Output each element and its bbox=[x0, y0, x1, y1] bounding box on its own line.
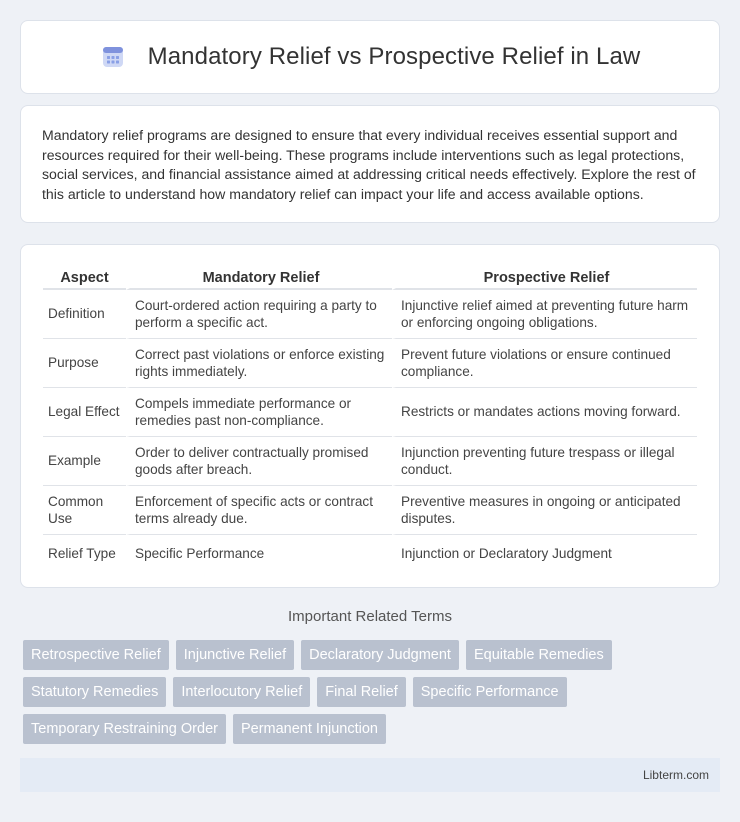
header-aspect: Aspect bbox=[43, 267, 126, 290]
cell-aspect: Common Use bbox=[43, 486, 126, 535]
footer-site-link[interactable]: Libterm.com bbox=[642, 768, 709, 782]
comparison-table bbox=[43, 267, 697, 573]
intro-paragraph: Mandatory relief programs are designed to ensure that every individual receives essential support and resources required for their well-being. These programs include interventions such as legal protections, social services, and financial assistance aimed at addressing critical needs effectively. Explore the rest of this article to understand how mandatory relief can impact your life and access available options. bbox=[42, 127, 696, 202]
table-row bbox=[43, 486, 697, 535]
tag-statutory-remedies[interactable]: Statutory Remedies bbox=[23, 677, 166, 707]
cell-aspect: Definition bbox=[43, 290, 126, 339]
header-mandatory-relief: Mandatory Relief bbox=[126, 267, 392, 290]
cell-prospective: Injunctive relief aimed at preventing future harm or enforcing ongoing obligations. bbox=[392, 290, 697, 339]
tag-final-relief[interactable]: Final Relief bbox=[317, 677, 406, 707]
cell-prospective: Injunction preventing future trespass or illegal conduct. bbox=[392, 437, 697, 486]
table-header-row bbox=[43, 267, 697, 290]
tag-specific-performance[interactable]: Specific Performance bbox=[413, 677, 567, 707]
cell-prospective: Prevent future violations or ensure continued compliance. bbox=[392, 339, 697, 388]
cell-prospective: Injunction or Declaratory Judgment bbox=[392, 535, 697, 573]
footer bbox=[20, 758, 720, 792]
title-card bbox=[20, 20, 720, 94]
intro-card bbox=[20, 105, 720, 223]
cell-mandatory: Court-ordered action requiring a party to perform a specific act. bbox=[126, 290, 392, 339]
tag-injunctive-relief[interactable]: Injunctive Relief bbox=[176, 640, 294, 670]
tag-interlocutory-relief[interactable]: Interlocutory Relief bbox=[173, 677, 310, 707]
related-terms-tags bbox=[23, 640, 723, 751]
tag-retrospective-relief[interactable]: Retrospective Relief bbox=[23, 640, 169, 670]
cell-aspect: Example bbox=[43, 437, 126, 486]
calendar-icon bbox=[100, 44, 126, 70]
table-row bbox=[43, 535, 697, 573]
cell-mandatory: Specific Performance bbox=[126, 535, 392, 573]
cell-mandatory: Order to deliver contractually promised goods after breach. bbox=[126, 437, 392, 486]
cell-aspect: Relief Type bbox=[48, 546, 116, 562]
related-terms-title: Important Related Terms bbox=[288, 608, 452, 625]
cell-mandatory: Correct past violations or enforce existing rights immediately. bbox=[126, 339, 392, 388]
table-row bbox=[43, 437, 697, 486]
cell-aspect: Purpose bbox=[43, 339, 126, 388]
tag-equitable-remedies[interactable]: Equitable Remedies bbox=[466, 640, 612, 670]
cell-prospective: Preventive measures in ongoing or anticipated disputes. bbox=[392, 486, 697, 535]
comparison-card bbox=[20, 244, 720, 588]
header-prospective-relief: Prospective Relief bbox=[392, 267, 697, 290]
table-row bbox=[43, 290, 697, 339]
cell-aspect: Legal Effect bbox=[43, 388, 126, 437]
tag-permanent-injunction[interactable]: Permanent Injunction bbox=[233, 714, 386, 744]
tag-temporary-restraining-order[interactable]: Temporary Restraining Order bbox=[23, 714, 226, 744]
tag-declaratory-judgment[interactable]: Declaratory Judgment bbox=[301, 640, 459, 670]
cell-mandatory: Compels immediate performance or remedies past non-compliance. bbox=[126, 388, 392, 437]
cell-prospective: Restricts or mandates actions moving forward. bbox=[392, 388, 697, 437]
table-row bbox=[43, 388, 697, 437]
page-title: Mandatory Relief vs Prospective Relief in Law bbox=[147, 43, 641, 70]
cell-mandatory: Enforcement of specific acts or contract terms already due. bbox=[126, 486, 392, 535]
table-row bbox=[43, 339, 697, 388]
